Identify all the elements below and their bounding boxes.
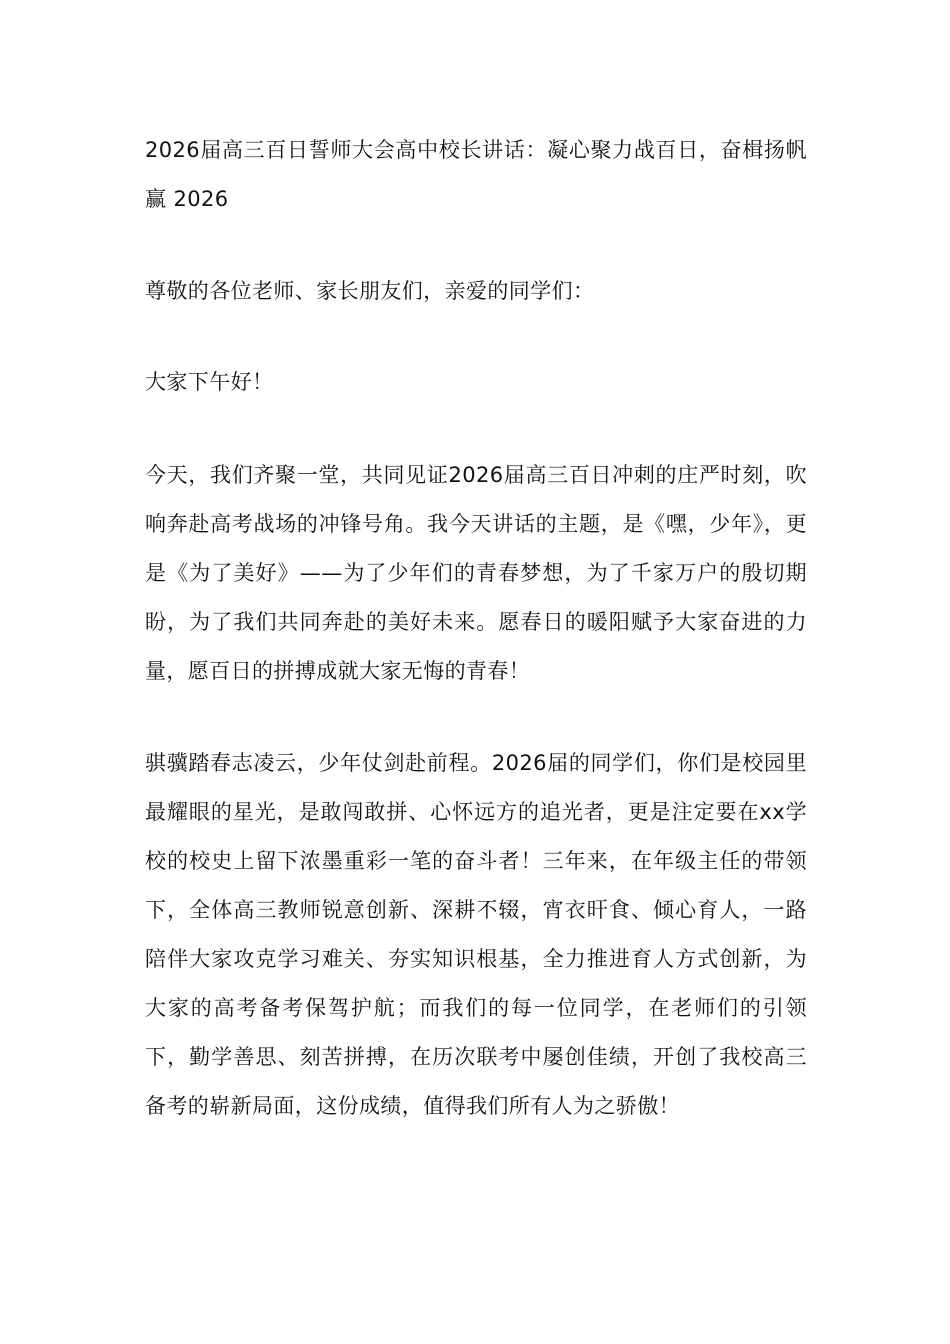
document-body <box>145 126 807 1174</box>
body-paragraph-1: 今天，我们齐聚一堂，共同见证2026届高三百日冲刺的庄严时刻，吹响奔赴高考战场的冲锋号角。我今天讲话的主题，是《嘿，少年》，更是《为了美好》——为了少年们的青春梦想，为了千家万户的殷切期盼，为了我们共同奔赴的美好未来。愿春日的暖阳赋予大家奋进的力量，愿百日的拼搏成就大家无悔的青春！ <box>145 463 807 683</box>
body-paragraph-2: 骐骥踏春志凌云，少年仗剑赴前程。2026届的同学们，你们是校园里最耀眼的星光，是敢闯敢拼、心怀远方的追光者，更是注定要在xx学校的校史上留下浓墨重彩一笔的奋斗者！三年来，在年级主任的带领下，全体高三教师锐意创新、深耕不辍，宵衣旰食、倾心育人，一路陪伴大家攻克学习难关、夯实知识根基，全力推进育人方式创新，为大家的高考备考保驾护航；而我们的每一位同学，在老师们的引领下，勤学善思、刻苦拼搏，在历次联考中屡创佳绩，开创了我校高三备考的崭新局面，这份成绩，值得我们所有人为之骄傲！ <box>145 751 807 1118</box>
greeting-line: 尊敬的各位老师、家长朋友们，亲爱的同学们： <box>145 279 595 303</box>
document-title: 2026届高三百日誓师大会高中校长讲话：凝心聚力战百日，奋楫扬帆赢 2026 <box>145 138 807 211</box>
salutation-line: 大家下午好！ <box>145 370 274 394</box>
